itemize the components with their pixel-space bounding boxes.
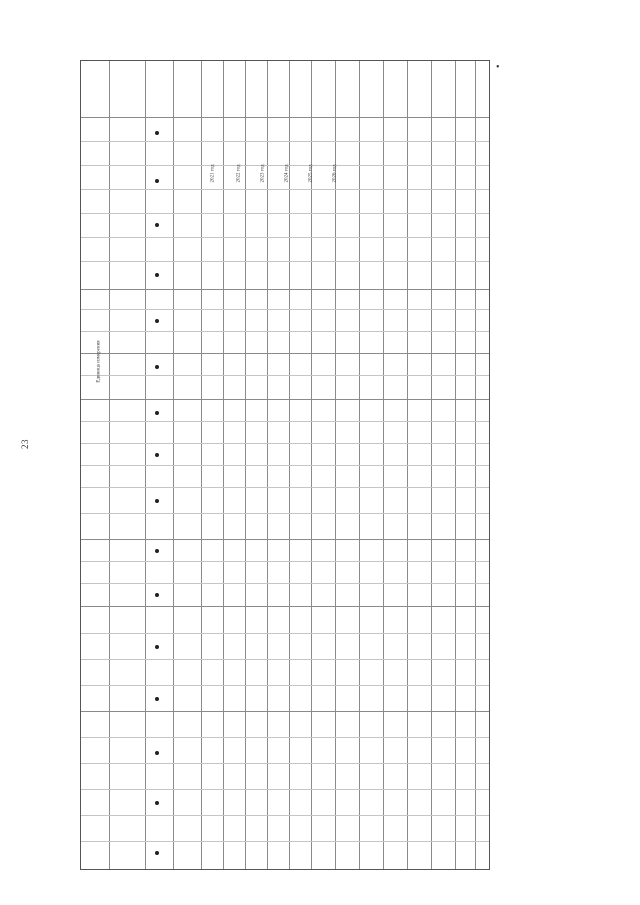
cell-marker xyxy=(155,751,159,755)
cell-marker xyxy=(155,223,159,227)
cell-marker xyxy=(155,549,159,553)
header-unit: Единица измерения xyxy=(96,340,102,383)
cell-marker xyxy=(155,593,159,597)
cell-marker xyxy=(155,697,159,701)
cell-marker xyxy=(155,411,159,415)
cell-marker xyxy=(155,453,159,457)
cell-marker xyxy=(155,179,159,183)
rotated-program-table xyxy=(80,60,490,870)
header-2021: 2021 год xyxy=(210,164,216,183)
header-2023: 2023 год xyxy=(260,164,266,183)
cell-marker xyxy=(155,131,159,135)
header-2024: 2024 год xyxy=(284,164,290,183)
header-2022: 2022 год xyxy=(236,164,242,183)
cell-marker xyxy=(155,645,159,649)
cell-marker xyxy=(155,319,159,323)
header-2026: 2026 год xyxy=(332,164,338,183)
header-2025: 2025 год xyxy=(308,164,314,183)
cell-marker xyxy=(155,273,159,277)
page-number: 23 xyxy=(20,439,30,449)
right-mark: • xyxy=(496,62,500,73)
cell-marker xyxy=(155,801,159,805)
cell-marker xyxy=(155,851,159,855)
cell-marker xyxy=(155,365,159,369)
cell-marker xyxy=(155,499,159,503)
